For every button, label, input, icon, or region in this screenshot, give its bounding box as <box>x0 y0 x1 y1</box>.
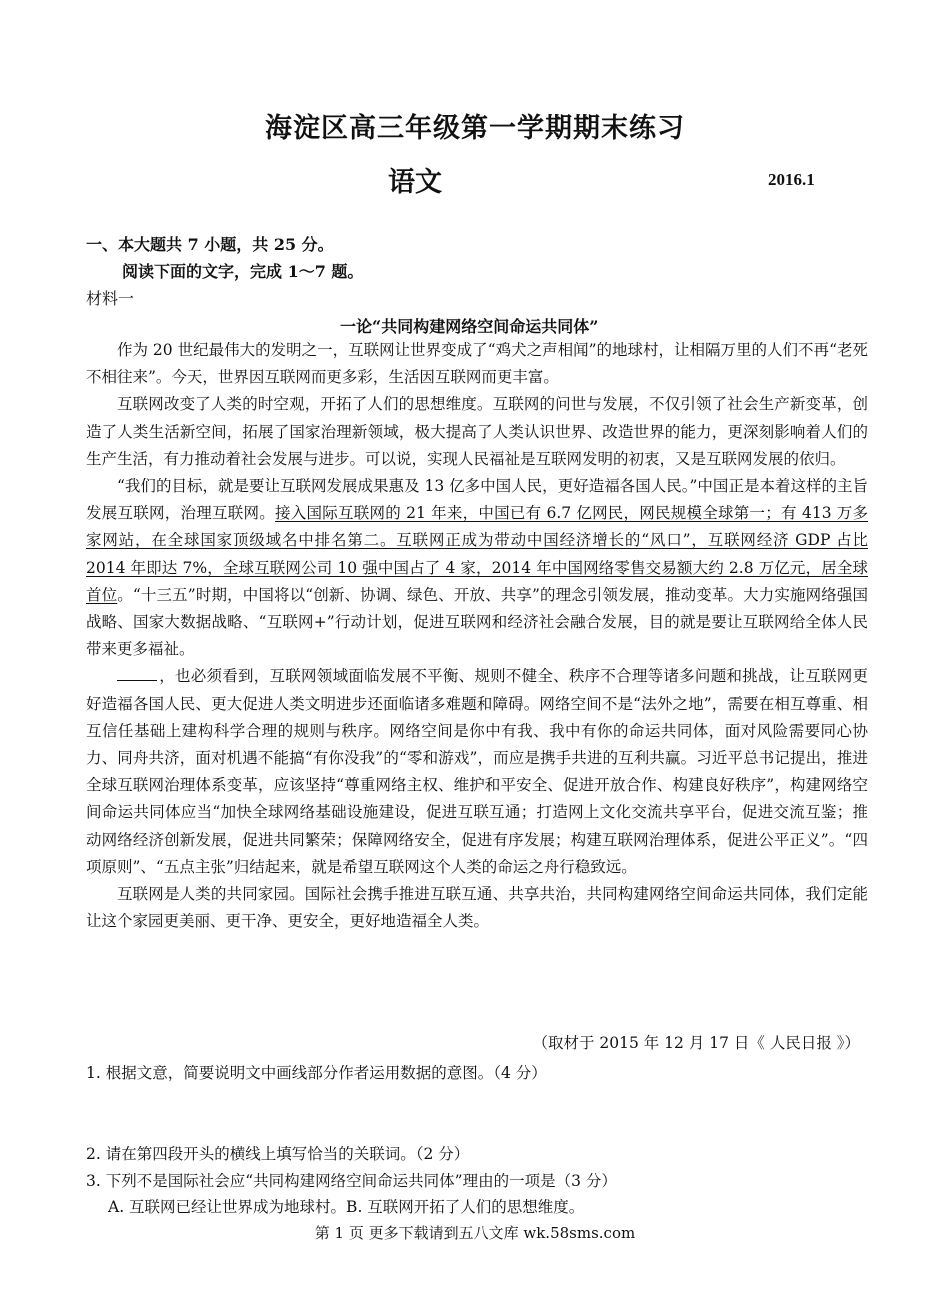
material-label: 材料一 <box>86 289 135 308</box>
article-title: 一论“共同构建网络空间命运共同体” <box>340 317 599 336</box>
paragraph-4-text: ，也必须看到，互联网领域面临发展不平衡、规则不健全、秩序不合理等诸多问题和挑战，让互联网更好造福各国人民、更大促进人类文明进步还面临诸多难题和障碍。网络空间不是“法外之地”，需要在相互尊重、相互信任基础上建构科学合理的规则与秩序。网络空间是你中有我、我中有你的命运共同体，面对风险需要同心协力、同舟共济，面对机遇不能搞“有你没我”的“零和游戏”，而应是携手共进的互利共赢。习近平总书记提出，推进全球互联网治理体系变革，应该坚持“尊重网络主权、维护和平安全、促进开放合作、构建良好秩序”，构建网络空间命运共同体应当“加快全球网络基础设施建设，促进互联互通；打造网上文化交流共享平台，促进交流互鉴；推动网络经济创新发展，促进共同繁荣；保障网络安全，促进有序发展；构建互联网治理体系，促进公平正义”。“四项原则”、“五点主张”归结起来，就是希望互联网这个人类的命运之舟行稳致远。 <box>86 667 868 876</box>
section-heading: 一、本大题共 7 小题，共 25 分。 <box>86 235 334 254</box>
question-3: 3. 下列不是国际社会应“共同构建网络空间命运共同体”理由的一项是（3 分） <box>86 1172 617 1190</box>
article-paragraph-1: 作为 20 世纪最伟大的发明之一，互联网让世界变成了“鸡犬之声相闻”的地球村，让相隔万里的人们不再“老死不相往来”。今天，世界因互联网而更多彩，生活因互联网而更丰富。 <box>86 341 868 387</box>
page-footer: 第 1 页 更多下载请到五八文库 wk.58sms.com <box>314 1224 636 1242</box>
underlined-data-passage: 接入国际互联网的 21 年来，中国已有 6.7 亿网民，网民规模全球第一；有 413 万多家网站，在全球国家顶级域名中排名第二。互联网正成为带动中国经济增长的“风口”，互联网经济 GDP 占比 2014 年即达 7%，全球互联网公司 10 强中国占了 4 家，2014 年中国网络零售交易额大约 2.8 万亿元，居全球首位 <box>86 504 868 604</box>
paragraph-3-end: 。“十三五”时期，中国将以“创新、协调、绿色、开放、共享”的理念引领发展，推动变革。大力实施网络强国战略、国家大数据战略、“互联网+”行动计划，促进互联网和经济社会融合发展，目的就是要让互联网给全体人民带来更多福祉。 <box>86 585 868 659</box>
paragraph-3-start: “我们的目标，就是要让互联网发展成果惠及 13 亿多中国人民，更好造福各国人民。”中国正是本着这样的主旨发展互联网，治理互联网。 <box>86 477 868 523</box>
article-source: （取材于 2015 年 12 月 17 日《 人民日报 》） <box>532 1034 860 1052</box>
fill-in-blank-line <box>117 664 157 681</box>
article-paragraph-5: 互联网是人类的共同家园。国际社会携手推进互联互通、共享共治，共同构建网络空间命运共同体，我们定能让这个家园更美丽、更干净、更安全，更好地造福全人类。 <box>86 885 868 931</box>
article-body <box>86 337 868 935</box>
article-paragraph-3 <box>86 473 868 663</box>
article-paragraph-4 <box>86 663 868 881</box>
page-title: 海淀区高三年级第一学期期末练习 <box>265 113 685 144</box>
question-1: 1. 根据文意，简要说明文中画线部分作者运用数据的意图。（4 分） <box>86 1064 547 1082</box>
question-3-options: A. 互联网已经让世界成为地球村。B. 互联网开拓了人们的思想维度。 <box>108 1198 585 1216</box>
subject-heading: 语文 <box>388 167 442 198</box>
question-2: 2. 请在第四段开头的横线上填写恰当的关联词。（2 分） <box>86 1145 470 1163</box>
section-instruction: 阅读下面的文字，完成 1～7 题。 <box>122 262 364 281</box>
exam-date: 2016.1 <box>768 170 815 189</box>
article-paragraph-2: 互联网改变了人类的时空观，开拓了人们的思想维度。互联网的问世与发展，不仅引领了社会生产新变革，创造了人类生活新空间，拓展了国家治理新领域，极大提高了人类认识世界、改造世界的能力，更深刻影响着人们的生产生活，有力推动着社会发展与进步。可以说，实现人民福祉是互联网发明的初衷，又是互联网发展的依归。 <box>86 395 868 468</box>
